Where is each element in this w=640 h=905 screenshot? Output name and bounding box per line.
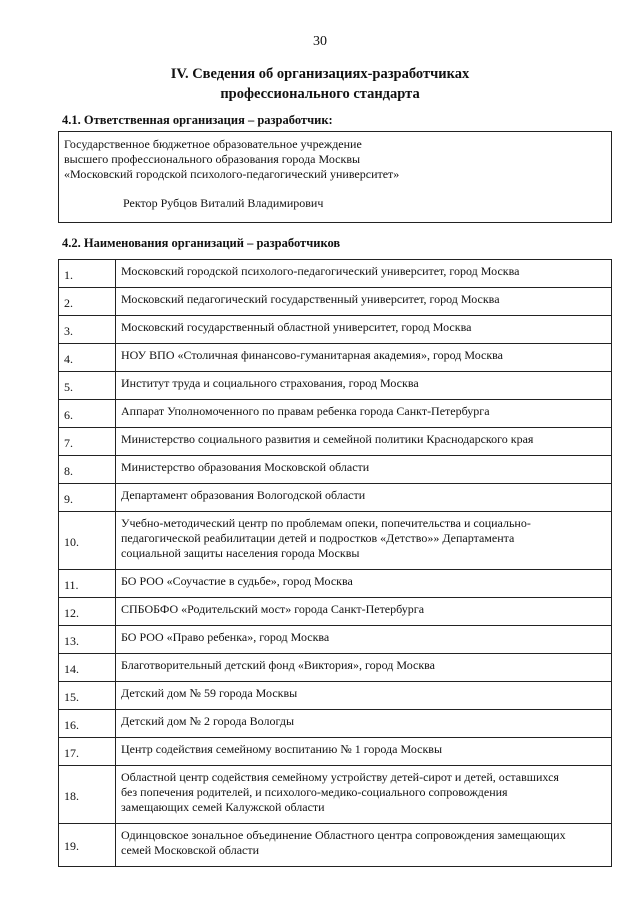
row-number: 2. [59,288,116,316]
row-number: 8. [59,456,116,484]
responsible-org-box [58,131,612,223]
org-name-cell: Московский городской психолого-педагогический университет, город Москва [116,260,612,288]
org-name-cell: Институт труда и социального страхования, город Москва [116,372,612,400]
row-number: 16. [59,710,116,738]
row-number: 17. [59,738,116,766]
row-number: 1. [59,260,116,288]
org-name-cell [116,824,612,867]
page-number: 30 [313,34,327,49]
row-number: 13. [59,626,116,654]
row-number: 19. [59,824,116,867]
table-row [59,372,612,400]
org-name-cell: Московский педагогический государственный университет, город Москва [116,288,612,316]
table-row [59,738,612,766]
row-number: 14. [59,654,116,682]
org-name-line: семей Московской области [121,843,260,857]
table-row [59,484,612,512]
rector-signature-line: Ректор Рубцов Виталий Владимирович [123,196,324,210]
section-title [0,64,640,104]
org-name-line-2: высшего профессионального образования города Москвы [64,152,361,166]
org-name-cell: Аппарат Уполномоченного по правам ребенка города Санкт-Петербурга [116,400,612,428]
org-name-cell [116,766,612,824]
org-name-cell: БО РОО «Соучастие в судьбе», город Москва [116,570,612,598]
org-name-cell: Московский государственный областной университет, город Москва [116,316,612,344]
row-number: 10. [59,512,116,570]
org-name-cell: Министерство социального развития и семейной политики Краснодарского края [116,428,612,456]
responsible-org-heading: 4.1. Ответственная организация – разработчик: [62,113,333,127]
org-name-line-3: «Московский городской психолого-педагогический университет» [64,167,400,181]
row-number: 3. [59,316,116,344]
org-name-line: педагогической реабилитации детей и подростков «Детство»» Департамента [121,531,515,545]
row-number: 18. [59,766,116,824]
table-row [59,710,612,738]
table-row [59,824,612,867]
org-name-line-1: Государственное бюджетное образовательное учреждение [64,137,362,151]
table-row [59,316,612,344]
row-number: 5. [59,372,116,400]
org-name-line: без попечения родителей, и психолого-медико-социального сопровождения [121,785,508,799]
org-name-line: Учебно-методический центр по проблемам опеки, попечительства и социально- [121,516,531,530]
org-name-cell [116,512,612,570]
row-number: 6. [59,400,116,428]
org-name-cell: Министерство образования Московской области [116,456,612,484]
org-name-line: Областной центр содействия семейному устройству детей-сирот и детей, оставшихся [121,770,559,784]
table-row [59,570,612,598]
table-row [59,428,612,456]
org-name-line: замещающих семей Калужской области [121,800,325,814]
org-name-cell: НОУ ВПО «Столичная финансово-гуманитарная академия», город Москва [116,344,612,372]
table-row [59,682,612,710]
org-name-cell: Центр содействия семейному воспитанию № 1 города Москвы [116,738,612,766]
table-row [59,766,612,824]
org-name-cell: БО РОО «Право ребенка», город Москва [116,626,612,654]
table-row [59,654,612,682]
org-name-line: Одинцовское зональное объединение Областного центра сопровождения замещающих [121,828,566,842]
row-number: 7. [59,428,116,456]
row-number: 9. [59,484,116,512]
org-name-cell: Благотворительный детский фонд «Виктория», город Москва [116,654,612,682]
table-row [59,598,612,626]
section-title-line-1: IV. Сведения об организациях-разработчиках [170,66,470,82]
row-number: 12. [59,598,116,626]
table-row [59,344,612,372]
developer-orgs-table [58,259,612,867]
row-number: 15. [59,682,116,710]
section-title-line-2: профессионального стандарта [220,86,420,102]
org-name-line: социальной защиты населения города Москвы [121,546,360,560]
org-name-cell: Детский дом № 2 города Вологды [116,710,612,738]
org-name-cell: СПБОБФО «Родительский мост» города Санкт-Петербурга [116,598,612,626]
table-row [59,260,612,288]
row-number: 4. [59,344,116,372]
table-row [59,288,612,316]
table-row [59,512,612,570]
developer-orgs-heading: 4.2. Наименования организаций – разработчиков [62,236,341,250]
org-name-cell: Департамент образования Вологодской области [116,484,612,512]
table-row [59,626,612,654]
row-number: 11. [59,570,116,598]
org-name-cell: Детский дом № 59 города Москвы [116,682,612,710]
table-row [59,456,612,484]
table-row [59,400,612,428]
